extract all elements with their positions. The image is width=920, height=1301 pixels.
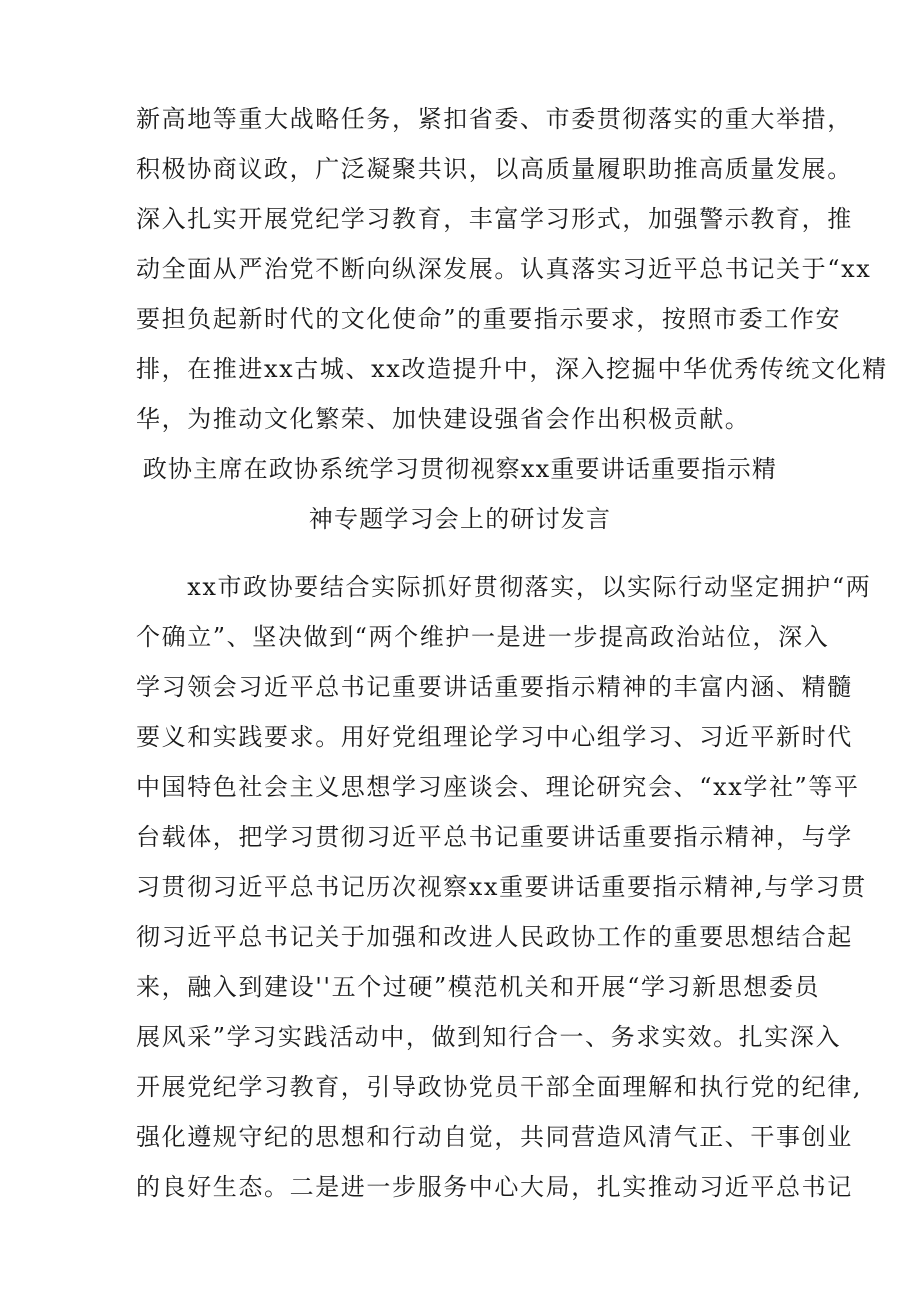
intro-line: 积极协商议政，广泛凝聚共识，以高质量履职助推高质量发展。 bbox=[136, 155, 853, 183]
intro-line: 深入扎实开展党纪学习教育，丰富学习形式，加强警示教育，推 bbox=[136, 205, 853, 233]
intro-line: 新高地等重大战略任务，紧扣省委、市委贯彻落实的重大举措， bbox=[136, 105, 853, 133]
body-line: 强化遵规守纪的思想和行动自觉，共同营造风清气正、干事创业 bbox=[136, 1123, 853, 1151]
body-line: 个确立”、坚决做到“两个维护一是进一步提高政治站位，深入 bbox=[136, 623, 830, 651]
body-line: 中国特色社会主义思想学习座谈会、理论研究会、“xx学社”等平 bbox=[136, 773, 860, 801]
intro-line: 排，在推进xx古城、xx改造提升中，深入挖掘中华优秀传统文化精 bbox=[136, 355, 888, 383]
body-line: 的良好生态。二是进一步服务中心大局，扎实推动习近平总书记 bbox=[136, 1173, 853, 1201]
intro-line: 华，为推动文化繁荣、加快建设强省会作出积极贡献。 bbox=[136, 405, 751, 433]
body-line: 学习领会习近平总书记重要讲话重要指示精神的丰富内涵、精髓 bbox=[136, 673, 853, 701]
title-line: 政协主席在政协系统学习贯彻视察xx重要讲话重要指示精 bbox=[142, 455, 778, 483]
intro-line: 要担负起新时代的文化使命”的重要指示要求，按照市委工作安 bbox=[136, 305, 842, 333]
intro-line: 动全面从严治党不断向纵深发展。认真落实习近平总书记关于“xx bbox=[136, 255, 872, 283]
title-line: 神专题学习会上的研讨发言 bbox=[308, 505, 612, 533]
body-line: 习贯彻习近平总书记历次视察xx重要讲话重要指示精神,与学习贯 bbox=[136, 873, 867, 901]
body-line: 要义和实践要求。用好党组理论学习中心组学习、习近平新时代 bbox=[136, 723, 853, 751]
body-line: xx市政协要结合实际抓好贯彻落实，以实际行动坚定拥护“两 bbox=[136, 573, 872, 601]
body-line: 台载体，把学习贯彻习近平总书记重要讲话重要指示精神，与学 bbox=[136, 823, 853, 851]
body-line: 来，融入到建设''五个过硬”模范机关和开展“学习新思想委员 bbox=[136, 973, 821, 1001]
body-line: 彻习近平总书记关于加强和改进人民政协工作的重要思想结合起 bbox=[136, 923, 853, 951]
body-line: 开展党纪学习教育，引导政协党员干部全面理解和执行党的纪律, bbox=[136, 1073, 863, 1101]
body-line: 展风采”学习实践活动中，做到知行合一、务求实效。扎实深入 bbox=[136, 1023, 842, 1051]
